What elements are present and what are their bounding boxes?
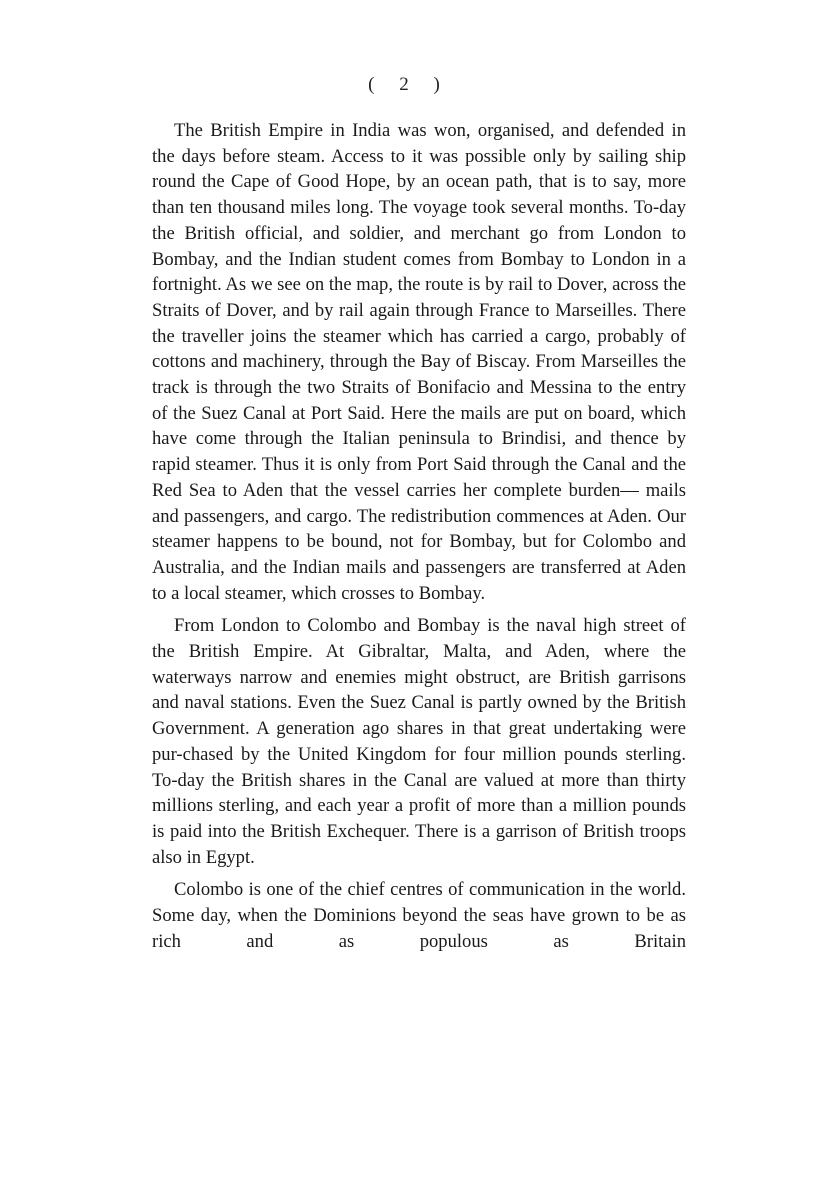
paragraph-3: Colombo is one of the chief centres of communication in the world. Some day, when the Dominions beyond the seas have grown to be as rich and as populous as Britain	[152, 879, 686, 952]
paragraph-1: The British Empire in India was won, organised, and defended in the days before steam. Access to it was possible only by sailing ship round the Cape of Good Hope, by an ocean path, that is to say, more than ten thousand miles long. The voyage took several months. To-day the British official, and soldier, and merchant go from London to Bombay, and the Indian student comes from Bombay to London in a fortnight. As we see on the map, the route is by rail to Dover, across the Straits of Dover, and by rail again through France to Marseilles. There the traveller joins the steamer which has carried a cargo, probably of cottons and machinery, through the Bay of Biscay. From Marseilles the track is through the two Straits of Bonifacio and Messina to the entry of the Suez Canal at Port Said. Here the mails are put on board, which have come through the Italian peninsula to Brindisi, and thence by rapid steamer. Thus it is only from Port Said through the Canal and the Red Sea to Aden that the vessel carries her complete burden— mails and passengers, and cargo. The redistribution commences at Aden. Our steamer happens to be bound, not for Bombay, but for Colombo and Australia, and the Indian mails and passengers are transferred at Aden to a local steamer, which crosses to Bombay.	[152, 120, 686, 604]
paragraph-2: From London to Colombo and Bombay is the naval high street of the British Empire. At Gibraltar, Malta, and Aden, where the waterways narrow and enemies might obstruct, are British garrisons and naval stations. Even the Suez Canal is partly owned by the British Government. A generation ago shares in that great undertaking were pur-chased by the United Kingdom for four million pounds sterling. To-day the British shares in the Canal are valued at more than thirty millions sterling, and each year a profit of more than a million pounds is paid into the British Exchequer. There is a garrison of British troops also in Egypt.	[152, 615, 686, 868]
body-text	[152, 118, 686, 962]
page-number: ( 2 )	[368, 74, 450, 95]
